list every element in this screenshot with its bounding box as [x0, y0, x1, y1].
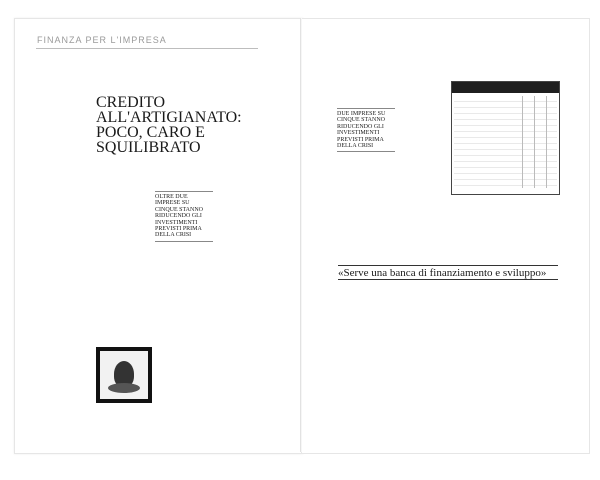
sidebar-text [36, 66, 80, 366]
pull-quote-right: DUE IMPRESE SU CINQUE STANNO RIDUCENDO GLI INVESTIMENTI PREVISTI PRIMA DELLA CRISI [337, 108, 395, 152]
body-column-3 [211, 143, 263, 393]
section-title: FINANZA PER L'IMPRESA [37, 35, 167, 45]
table-rows [454, 96, 557, 188]
table-column-rule [522, 96, 523, 188]
page-gutter [300, 18, 302, 452]
section-rule [36, 48, 258, 49]
data-table [451, 81, 560, 195]
interview-column-2 [392, 287, 444, 427]
interview-column-4 [504, 287, 558, 427]
quote-rule-top [338, 265, 558, 266]
image-content [100, 351, 148, 399]
article-headline: CREDITO ALL'ARTIGIANATO: POCO, CARO E SQUILIBRATO [96, 94, 242, 156]
body-column-1 [96, 143, 151, 343]
table-column-rule [546, 96, 547, 188]
body-column-2 [155, 240, 207, 400]
article-image [96, 347, 152, 403]
interview-quote: «Serve una banca di finanziamento e sviluppo» [338, 267, 547, 279]
body-column-4 [398, 108, 450, 238]
interview-column-1 [338, 287, 388, 427]
interview-column-3 [448, 287, 500, 427]
body-column-5 [337, 163, 395, 241]
image-base [108, 383, 140, 393]
pull-quote-left: OLTRE DUE IMPRESE SU CINQUE STANNO RIDUCENDO GLI INVESTIMENTI PREVISTI PRIMA DELLA CRISI [155, 191, 213, 242]
quote-rule-bottom [338, 279, 558, 280]
table-header [452, 82, 559, 93]
table-column-rule [534, 96, 535, 188]
